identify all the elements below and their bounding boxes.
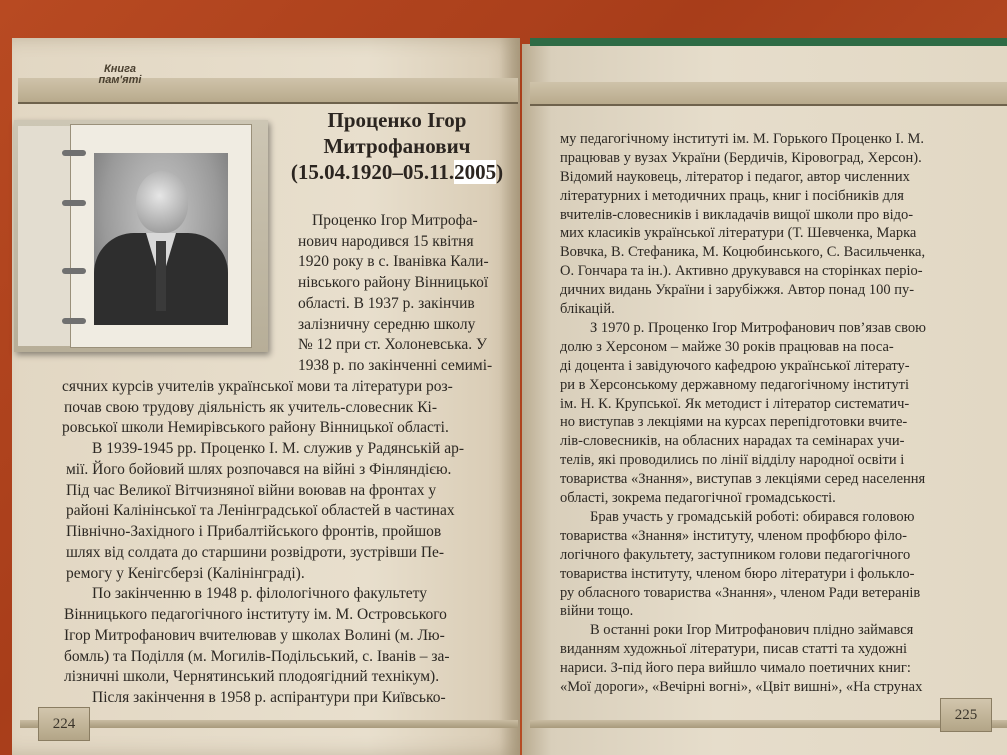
left-text-line: 1938 р. по закінченні семимі- <box>298 357 493 375</box>
album-ring <box>62 200 86 206</box>
left-text-line: № 12 при ст. Холоневська. У <box>298 336 487 354</box>
right-header-bar <box>530 82 1007 106</box>
book-cover-edge <box>530 38 1007 46</box>
right-footer-bar <box>530 720 1007 728</box>
right-text-line: долю з Херсоном – майже 30 років працював на поса- <box>560 338 894 355</box>
album-ring <box>62 150 86 156</box>
right-text-line: но виступав з лекціями на курсах перепідготовки вчите- <box>560 414 908 431</box>
right-text-line: нариси. З-під його пера вийшло чимало поетичних книг: <box>560 660 911 677</box>
logo-line1: Книга <box>104 63 136 75</box>
left-text-line: ровської школи Немирівського району Вінницької області. <box>62 419 449 437</box>
left-text-line: Вінницького педагогічного інституту ім. М. Островського <box>64 606 447 624</box>
right-page-number: 225 <box>940 698 992 732</box>
right-text-line: ру обласного товариства «Знання», членом Ради ветеранів <box>560 584 921 601</box>
left-page-number: 224 <box>38 707 90 741</box>
album-ring <box>62 268 86 274</box>
left-text-line: нович народився 15 квітня <box>298 232 474 250</box>
portrait-head <box>136 171 188 233</box>
left-text-line: Після закінчення в 1958 р. аспірантури при Київсько- <box>92 689 446 706</box>
right-text-line: ім. Н. К. Крупської. Як методист і літератор систематич- <box>560 395 910 412</box>
right-text-line: виданням художньої літератури, писав статті та художні <box>560 641 908 658</box>
right-text-line: вчителів-словесників і викладачів вищої школи про відо- <box>560 206 914 223</box>
right-text-line: товариства інституту, членом бюро літератури і фолькло- <box>560 565 915 582</box>
album-ring <box>62 318 86 324</box>
right-text-line: товариства «Знання» інституту, членом профбюро філо- <box>560 527 907 544</box>
left-text-line: По закінченню в 1948 р. філологічного факультету <box>92 585 427 603</box>
right-text-line: логічного факультету, заступником голови педагогічного <box>560 546 911 563</box>
right-text-line: літературних і методичних праць, книг і посібників для <box>560 187 904 204</box>
right-text-line: війни тощо. <box>560 603 634 620</box>
right-text-line: Брав участь у громадській роботі: обирався головою <box>590 508 915 525</box>
person-name-line1: Проценко Ігор <box>327 108 467 132</box>
dates-prefix: (15.04.1920–05.11. <box>290 160 455 184</box>
left-text-line: почав свою трудову діяльність як учитель-словесник Кі- <box>64 398 437 416</box>
dates-suffix: ) <box>496 160 504 184</box>
right-text-line: ри в Херсонському державному педагогічному інституті <box>560 376 910 393</box>
logo-line2: пам'яті <box>98 74 142 86</box>
left-text-line: нівського району Вінницької <box>298 274 489 292</box>
left-text-line: залізничну середню школу <box>298 315 476 333</box>
left-text-line: Північно-Західного і Прибалтійського фронтів, пройшов <box>66 523 442 541</box>
book-logo <box>80 64 160 86</box>
left-text-line: шлях від солдата до старшини розвідроти, зустрівши Пе- <box>66 543 445 561</box>
left-text-line: мії. Його бойовий шлях розпочався на війні з Фінляндією. <box>66 460 452 478</box>
right-text-line: З 1970 р. Проценко Ігор Митрофанович пов’язав свою <box>590 319 926 336</box>
left-text-line: районі Калінінської та Ленінградської областей в частинах <box>66 502 455 520</box>
right-text-line: лів-словесників, на обласних нарадах та семінарах учи- <box>560 433 905 450</box>
right-text-line: «Мої дороги», «Вечірні вогні», «Цвіт вишні», «На струнах <box>560 679 923 695</box>
right-text-line: Вовчка, В. Стефаника, М. Коцюбинського, С. Васильченка, <box>560 244 926 261</box>
right-text-line: працював у вузах України (Бердичів, Кіровоград, Херсон). <box>560 149 922 166</box>
life-dates <box>282 160 512 185</box>
right-text-line: області, зокрема педагогічної громадськості. <box>560 490 836 507</box>
left-text-line: лізничні школи, Чернятинський плодоягідний технікум). <box>64 668 440 686</box>
portrait-photo <box>94 153 228 325</box>
right-text-line: телів, які проводились по лінії відділу народної освіти і <box>560 452 905 469</box>
right-text-line: товариства «Знання», виступав з лекціями серед населення <box>560 471 926 488</box>
right-text-line: Відомий науковець, літератор і педагог, автор численних <box>560 168 910 185</box>
left-text-line: сячних курсів учителів української мови та літератури роз- <box>62 377 453 395</box>
left-text-line: області. В 1937 р. закінчив <box>298 294 475 312</box>
left-text-line: Під час Великої Вітчизняної війни воював на фронтах у <box>66 481 437 499</box>
person-name-line2: Митрофанович <box>323 134 471 158</box>
right-text-line: блікацій. <box>560 301 615 318</box>
right-text-line: дичних видань України і зарубіжжя. Автор понад 100 пу- <box>560 282 915 299</box>
right-text-line: В останні роки Ігор Митрофанович плідно займався <box>590 622 914 639</box>
right-text-line: О. Гончара та ін.). Активно друкувався на сторінках періо- <box>560 263 923 280</box>
right-text-line: мих класиків української літератури (Т. Шевченка, Марка <box>560 225 917 242</box>
dates-highlight: 2005 <box>454 160 497 184</box>
album-left-sheet <box>18 126 73 346</box>
left-text-line: Проценко Ігор Митрофа- <box>312 212 478 229</box>
left-text-line: В 1939-1945 рр. Проценко І. М. служив у Радянській ар- <box>92 440 465 458</box>
left-footer-bar <box>20 720 518 728</box>
right-text-line: ді доцента і завідуючого кафедрою української літерату- <box>560 357 910 374</box>
left-text-line: 1920 року в с. Іванівка Кали- <box>298 253 489 271</box>
right-text-line: му педагогічному інституті ім. М. Горького Проценко І. М. <box>560 131 925 147</box>
left-text-line: ремогу у Кенігсберзі (Калінінграді). <box>66 564 305 582</box>
left-text-line: бомль) та Поділля (м. Могилів-Подільський, с. Іванів – за- <box>64 647 450 665</box>
portrait-tie <box>156 241 166 311</box>
left-text-line: Ігор Митрофанович вчителював у школах Волині (м. Лю- <box>64 626 445 644</box>
